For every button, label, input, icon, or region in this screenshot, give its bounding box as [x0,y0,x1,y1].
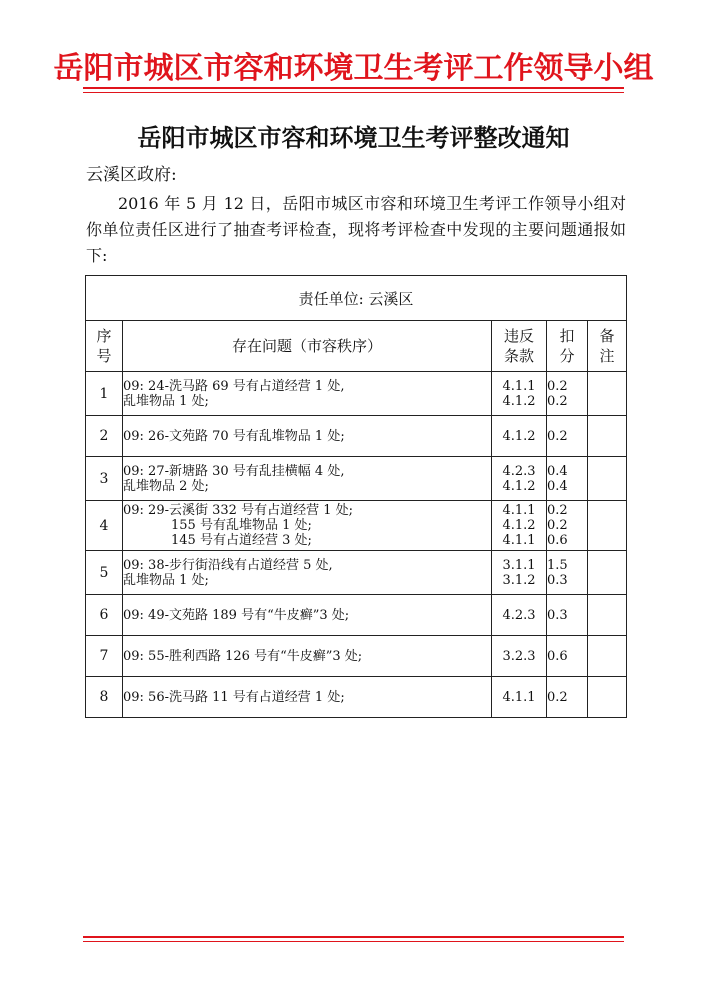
clause-code: 4.2.3 [502,463,536,479]
header-note: 备 注 [588,321,627,372]
row-note [588,636,627,677]
row-issue [123,551,492,595]
row-note [588,372,627,416]
issue-line: 09: 38-步行街沿线有占道经营 5 处, [123,557,333,573]
issue-line: 09: 49-文苑路 189 号有“牛皮癣”3 处; [123,607,350,623]
row-deductions [547,551,588,595]
row-deductions [547,677,588,718]
row-note [588,595,627,636]
issue-line: 乱堆物品 2 处; [123,478,209,494]
row-deductions [547,372,588,416]
row-violated-clauses [492,501,547,551]
row-deductions [547,501,588,551]
recipient-line: 云溪区政府: [86,165,177,185]
clause-code: 4.1.2 [502,428,536,444]
row-note [588,457,627,501]
row-violated-clauses [492,457,547,501]
table-row [86,551,627,595]
deduction-value: 0.3 [547,572,568,588]
row-issue [123,501,492,551]
row-seq: 6 [86,595,123,636]
row-deductions [547,595,588,636]
clause-code: 3.2.3 [502,648,536,664]
table-row [86,372,627,416]
clause-code: 4.1.2 [502,393,536,409]
row-seq: 4 [86,501,123,551]
deduction-value: 0.4 [547,478,568,494]
header-deduction: 扣 分 [547,321,588,372]
footer-rule-thick [83,936,624,938]
row-violated-clauses [492,677,547,718]
deduction-value: 0.2 [547,689,568,705]
clause-code: 4.1.1 [502,378,536,394]
row-seq: 8 [86,677,123,718]
deduction-value: 0.6 [547,648,568,664]
row-deductions [547,416,588,457]
row-seq: 3 [86,457,123,501]
row-issue [123,457,492,501]
row-seq: 2 [86,416,123,457]
deduction-value: 0.2 [547,503,568,518]
deduction-value: 0.2 [547,428,568,444]
issue-line: 09: 29-云溪街 332 号有占道经营 1 处; [123,503,353,518]
row-seq: 7 [86,636,123,677]
row-violated-clauses [492,372,547,416]
table-row [86,416,627,457]
issue-line: 09: 56-洗马路 11 号有占道经营 1 处; [123,689,345,705]
table-row [86,595,627,636]
issue-line: 乱堆物品 1 处; [123,572,209,588]
footer-rule-thin [83,941,624,942]
org-header-title: 岳阳市城区市容和环境卫生考评工作领导小组 [53,51,654,86]
issue-line: 09: 24-洗马路 69 号有占道经营 1 处, [123,378,345,394]
header-issue: 存在问题（市容秩序） [123,321,492,372]
row-note [588,501,627,551]
row-seq: 1 [86,372,123,416]
row-issue [123,636,492,677]
row-note [588,551,627,595]
issue-line: 乱堆物品 1 处; [123,393,209,409]
table-body [86,372,627,718]
issue-line: 145 号有占道经营 3 处; [171,533,312,548]
issues-table [85,275,627,718]
table-row [86,457,627,501]
issue-line: 09: 27-新塘路 30 号有乱挂横幅 4 处, [123,463,345,479]
header-rule-thin [83,92,624,93]
deduction-value: 0.2 [547,518,568,533]
deduction-value: 0.2 [547,393,568,409]
row-issue [123,677,492,718]
row-violated-clauses [492,551,547,595]
issue-line: 09: 26-文苑路 70 号有乱堆物品 1 处; [123,428,345,444]
clause-code: 4.1.1 [502,533,536,548]
header-violated-clause: 违反 条款 [492,321,547,372]
row-issue [123,416,492,457]
clause-code: 3.1.2 [502,572,536,588]
row-note [588,416,627,457]
responsible-unit-row [86,276,627,321]
row-violated-clauses [492,595,547,636]
row-deductions [547,457,588,501]
deduction-value: 0.6 [547,533,568,548]
document-title: 岳阳市城区市容和环境卫生考评整改通知 [137,123,570,152]
issue-line: 155 号有乱堆物品 1 处; [171,518,312,533]
row-deductions [547,636,588,677]
issue-line: 09: 55-胜利西路 126 号有“牛皮癣”3 处; [123,648,363,664]
deduction-value: 0.4 [547,463,568,479]
clause-code: 4.1.1 [502,503,536,518]
row-issue [123,595,492,636]
deduction-value: 1.5 [547,557,568,573]
table-row [86,677,627,718]
header-rule-thick [83,87,624,89]
row-violated-clauses [492,636,547,677]
clause-code: 4.1.2 [502,478,536,494]
row-violated-clauses [492,416,547,457]
clause-code: 4.1.2 [502,518,536,533]
intro-paragraph: 2016 年 5 月 12 日，岳阳市城区市容和环境卫生考评工作领导小组对你单位责任区进行了抽查考评检查，现将考评检查中发现的主要问题通报如下: [86,194,626,265]
clause-code: 4.2.3 [502,607,536,623]
table-row [86,636,627,677]
clause-code: 4.1.1 [502,689,536,705]
deduction-value: 0.2 [547,378,568,394]
table-header-row [86,321,627,372]
header-seq: 序 号 [86,321,123,372]
responsible-unit-label: 责任单位: 云溪区 [86,276,627,321]
deduction-value: 0.3 [547,607,568,623]
table-row [86,501,627,551]
row-issue [123,372,492,416]
clause-code: 3.1.1 [502,557,536,573]
row-note [588,677,627,718]
row-seq: 5 [86,551,123,595]
